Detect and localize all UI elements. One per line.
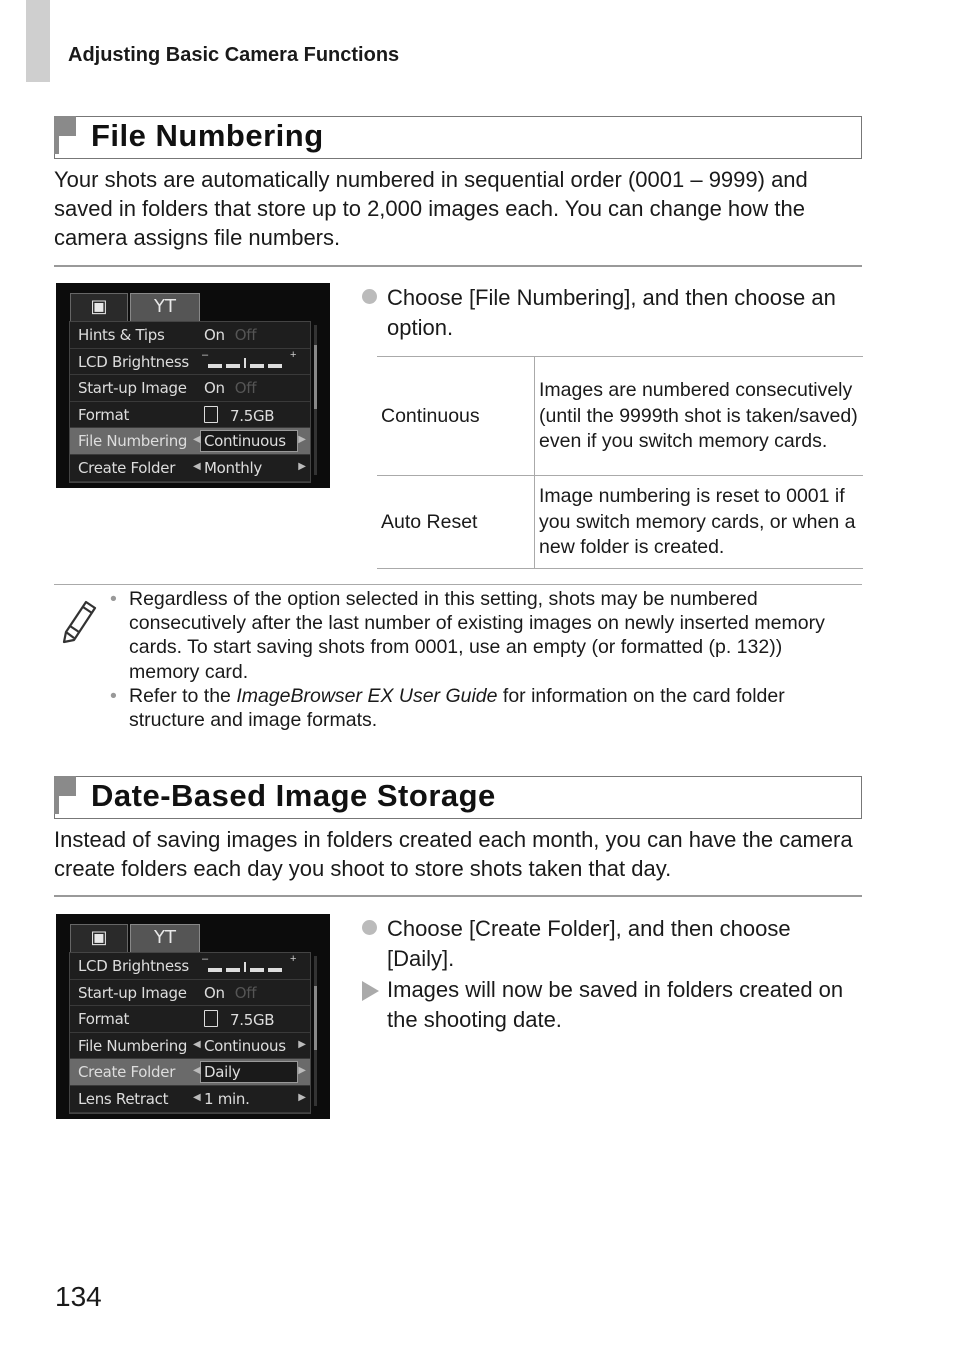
arrow-left-icon: ◀ xyxy=(193,1065,201,1077)
step-choose-daily: Choose [Create Folder], and then choose [Daily]. xyxy=(362,914,862,974)
menu-row-create-folder: Create Folder ◀ Monthly ▶ xyxy=(70,455,310,482)
arrow-right-icon: ▶ xyxy=(298,1038,306,1050)
scrollbar xyxy=(314,325,317,475)
camera-tab xyxy=(70,924,128,952)
option-name: Continuous xyxy=(377,357,535,476)
divider xyxy=(54,895,862,897)
step-bullet-icon xyxy=(362,920,377,935)
note-item: • Refer to the ImageBrowser EX User Guide for information on the card folder structure and image formats. xyxy=(110,684,785,732)
arrow-left-icon: ◀ xyxy=(193,460,201,472)
camera-icon: ▣ xyxy=(90,296,108,317)
arrow-left-icon: ◀ xyxy=(193,1038,201,1050)
option-desc: Image numbering is reset to 0001 if you switch memory cards, or when a new folder is created. xyxy=(535,476,864,569)
step-choose-option: Choose [File Numbering], and then choose an option. xyxy=(362,283,862,343)
menu-row-create-folder: Create Folder ◀ Daily ▶ xyxy=(70,1059,310,1086)
table-row xyxy=(377,357,863,476)
memory-card-icon xyxy=(204,1010,218,1027)
arrow-right-icon: ▶ xyxy=(298,434,306,446)
tools-icon: ΥΤ xyxy=(154,296,176,317)
arrow-left-icon: ◀ xyxy=(193,434,201,446)
note-item: • Regardless of the option selected in this setting, shots may be numbered consecutively after the last number of existing images on newly inserted memory cards. To start saving shots from 0001, use an empty (or formatted (p. 132)) memory card. xyxy=(110,588,825,683)
menu-row-lcd-brightness: LCD Brightness – + xyxy=(70,953,310,980)
option-desc: Images are numbered consecutively (until the 9999th shot is taken/saved) even if you switch memory cards. xyxy=(535,357,864,476)
table-row xyxy=(377,476,863,569)
step-bullet-icon xyxy=(362,289,377,304)
section-title-text: Date-Based Image Storage xyxy=(91,778,496,813)
brightness-scale: – + xyxy=(202,353,302,371)
section-intro: Instead of saving images in folders created each month, you can have the camera create folders each day you shoot to store shots taken that day. xyxy=(54,827,853,881)
arrow-left-icon: ◀ xyxy=(193,1091,201,1103)
menu-row-startup: Start-up Image On Off xyxy=(70,375,310,402)
divider xyxy=(54,584,862,585)
setup-tab xyxy=(130,293,200,321)
result-arrow-icon xyxy=(362,981,379,1001)
options-table xyxy=(377,356,863,569)
setup-tab xyxy=(130,924,200,952)
brightness-scale: – + xyxy=(202,957,302,975)
header-tab-bar xyxy=(26,0,50,82)
notes xyxy=(110,587,850,732)
running-head: Adjusting Basic Camera Functions xyxy=(68,44,400,66)
menu-row-lens-retract: Lens Retract ◀ 1 min. ▶ xyxy=(70,1086,310,1113)
camera-tab xyxy=(70,293,128,321)
divider xyxy=(54,265,862,267)
menu-row-file-numbering: File Numbering ◀ Continuous ▶ xyxy=(70,1033,310,1060)
menu-row-format: Format 7.5GB xyxy=(70,402,310,429)
scrollbar xyxy=(314,956,317,1106)
option-name: Auto Reset xyxy=(377,476,535,569)
menu-row-format: Format 7.5GB xyxy=(70,1006,310,1033)
camera-menu-screen xyxy=(56,914,330,1119)
section-title-date-storage xyxy=(54,776,862,819)
section-title-text: File Numbering xyxy=(91,118,324,153)
menu-row-lcd-brightness: LCD Brightness – + xyxy=(70,349,310,376)
menu-row-hints: Hints & Tips On Off xyxy=(70,322,310,349)
menu-row-file-numbering: File Numbering ◀ Continuous ▶ xyxy=(70,428,310,455)
arrow-right-icon: ▶ xyxy=(298,1065,306,1077)
arrow-right-icon: ▶ xyxy=(298,460,306,472)
menu-row-startup: Start-up Image On Off xyxy=(70,980,310,1007)
section-intro: Your shots are automatically numbered in sequential order (0001 – 9999) and saved in folders that store up to 2,000 images each. You can change how the camera assigns file numbers. xyxy=(54,167,808,250)
tools-icon: ΥΤ xyxy=(154,927,176,948)
memory-card-icon xyxy=(204,406,218,423)
camera-menu-screen xyxy=(56,283,330,488)
section-title-file-numbering xyxy=(54,116,862,159)
pencil-icon xyxy=(60,598,100,644)
arrow-right-icon: ▶ xyxy=(298,1091,306,1103)
step-result: Images will now be saved in folders created on the shooting date. xyxy=(362,975,862,1035)
camera-icon: ▣ xyxy=(90,927,108,948)
page-number: 134 xyxy=(55,1281,102,1312)
